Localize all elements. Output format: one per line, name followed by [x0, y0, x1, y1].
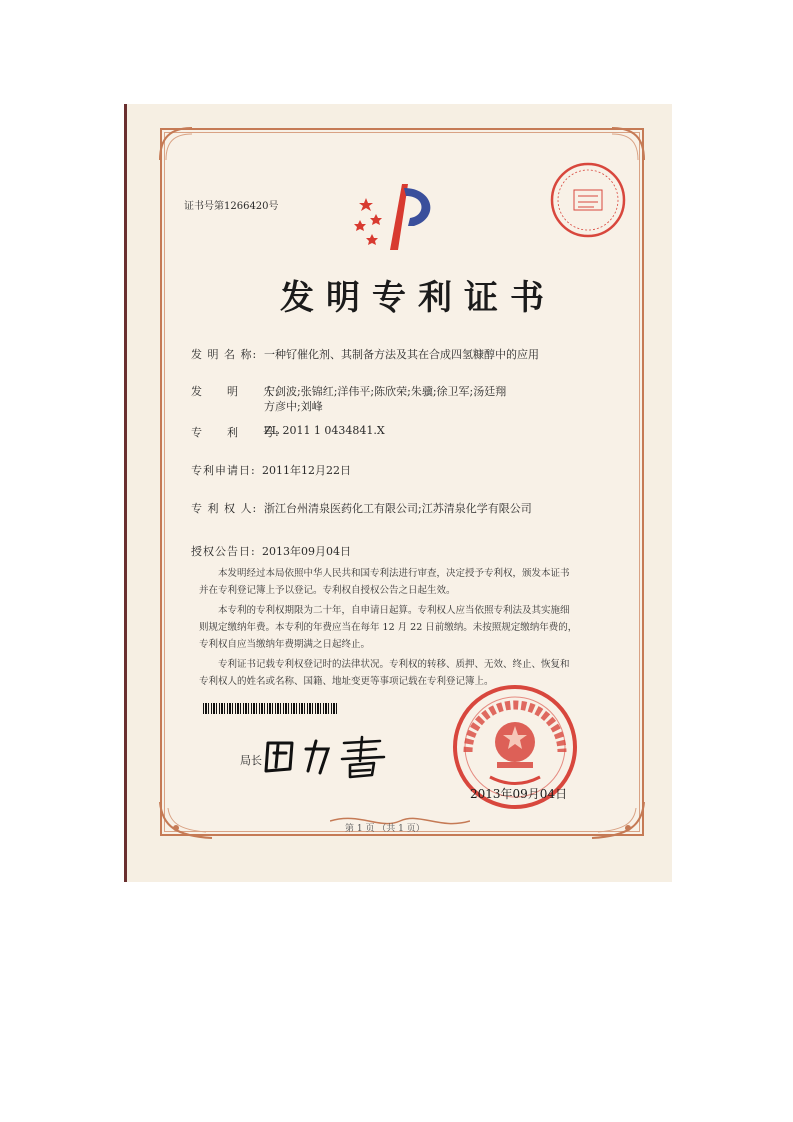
invention-name-label: 发 明 名 称: [191, 348, 258, 361]
patent-number-value: ZL 2011 1 0434841.X [264, 424, 385, 437]
body-paragraph-2-line-2: 则规定缴纳年费。本专利的年费应当在每年 12 月 22 日前缴纳。未按照规定缴纳年费的， [199, 622, 578, 633]
corner-ornament-top-right [608, 124, 648, 164]
filing-date-value: 2011年12月22日 [262, 464, 351, 477]
director-label: 局长 [240, 754, 262, 767]
body-paragraph-3-line-2: 专利权人的姓名或名称、国籍、地址变更等事项记载在专利登记簿上。 [199, 676, 494, 687]
page-indicator: 第 1 页 （共 1 页） [345, 824, 425, 834]
corner-ornament-top-left [156, 124, 196, 164]
inventors-value-line1: 宁剑波;张锦红;洋伟平;陈欣荣;朱骥;徐卫军;汤廷翔 [264, 385, 507, 398]
body-paragraph-2-line-1: 本专利的专利权期限为二十年，自申请日起算。专利权人应当依照专利法及其实施细 [218, 605, 570, 616]
patent-number-label: 专 利 号: [191, 426, 280, 439]
body-paragraph-2-line-3: 专利权自应当缴纳年费期满之日起终止。 [199, 639, 371, 650]
agency-seal-stamp [548, 160, 628, 240]
certificate-number: 证书号第1266420号 [184, 201, 279, 212]
body-paragraph-1-line-1: 本发明经过本局依照中华人民共和国专利法进行审查，决定授予专利权，颁发本证书 [218, 568, 570, 579]
director-signature [262, 735, 392, 779]
corner-ornament-bottom-right [588, 798, 648, 842]
body-paragraph-1-line-2: 并在专利登记簿上予以登记。专利权自授权公告之日起生效。 [199, 585, 456, 596]
grant-date-value: 2013年09月04日 [262, 545, 351, 558]
corner-ornament-bottom-left [156, 798, 216, 842]
patent-office-logo-icon [352, 180, 442, 256]
certificate-title: 发明专利证书 [280, 278, 556, 318]
inventors-label: 发 明 人: [191, 385, 280, 398]
filing-date-label: 专利申请日: [191, 464, 256, 477]
barcode [203, 703, 338, 714]
grant-date-label: 授权公告日: [191, 545, 256, 558]
patentee-label: 专 利 权 人: [191, 502, 258, 515]
seal-date: 2013年09月04日 [470, 787, 568, 801]
inventors-value-line2: 方彦中;刘峰 [264, 400, 323, 413]
body-paragraph-3-line-1: 专利证书记载专利权登记时的法律状况。专利权的转移、质押、无效、终止、恢复和 [218, 659, 570, 670]
invention-name-value: 一种钌催化剂、其制备方法及其在合成四氢糠醇中的应用 [264, 348, 539, 361]
patentee-value: 浙江台州清泉医药化工有限公司;江苏清泉化学有限公司 [264, 502, 532, 515]
